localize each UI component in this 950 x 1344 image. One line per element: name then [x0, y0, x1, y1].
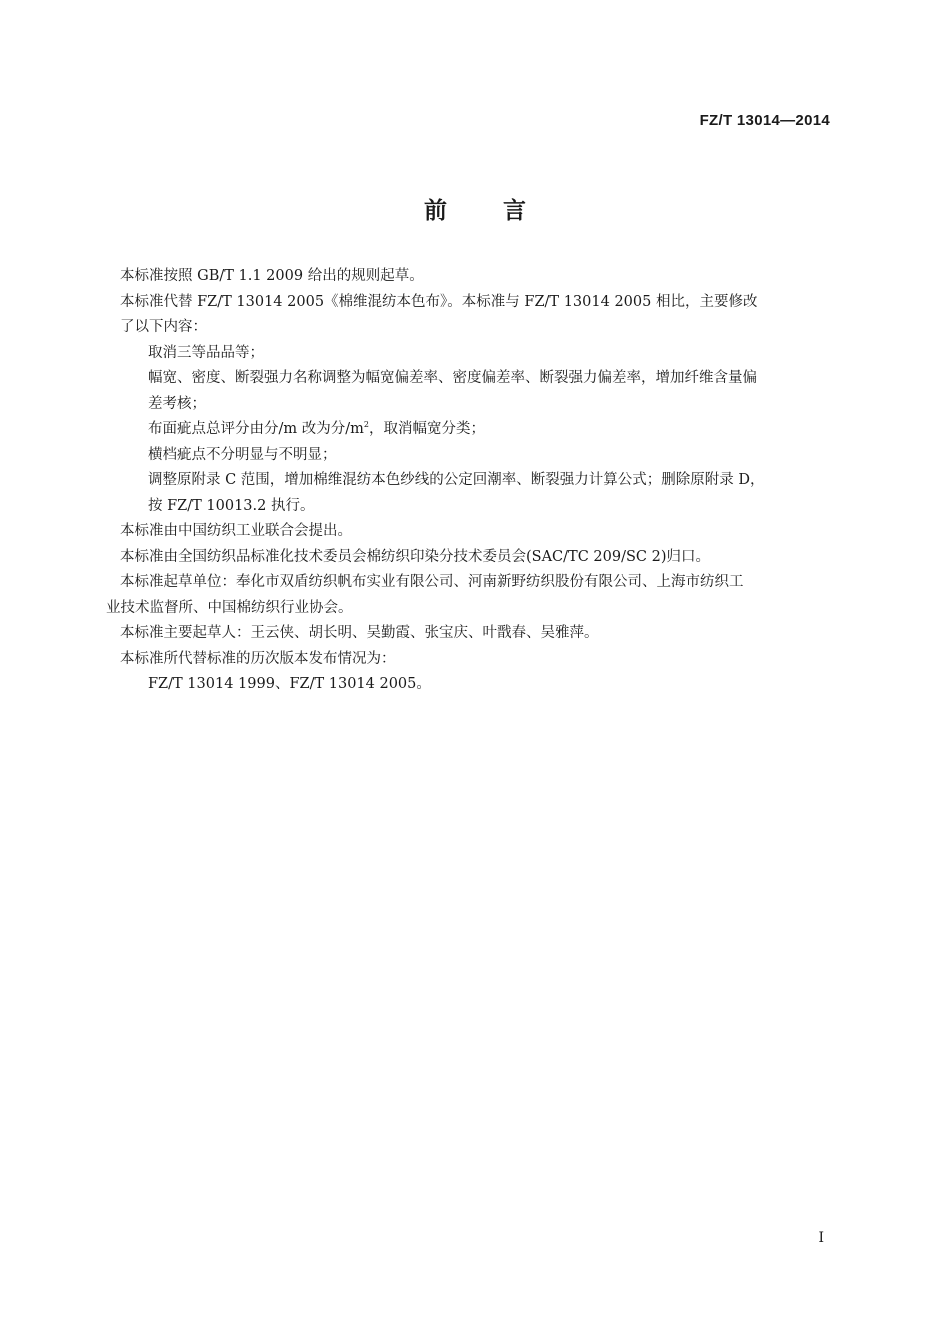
paragraph-drafting-units: 本标准起草单位：奉化市双盾纺织帆布实业有限公司、河南新野纺织股份有限公司、上海市纺织工 业技术监督所、中国棉纺织行业协会。	[106, 574, 744, 616]
page-title: 前言	[424, 198, 582, 224]
paragraph-under-jurisdiction: 本标准由全国纺织品标准化技术委员会棉纺织印染分技术委员会(SAC/TC 209/SC 2)归口。	[120, 548, 710, 565]
paragraph-proposed-by: 本标准由中国纺织工业联合会提出。	[120, 523, 352, 539]
foreword-body	[106, 264, 830, 698]
change-item-width-density: 幅宽、密度、断裂强力名称调整为幅宽偏差率、密度偏差率、断裂强力偏差率，增加纤维含量偏 差考核；	[148, 370, 757, 412]
standard-code: FZ/T 13014—2014	[699, 112, 830, 129]
paragraph-previous-versions: 本标准所代替标准的历次版本发布情况为：	[120, 650, 396, 667]
paragraph-replaces	[120, 290, 830, 341]
page-number: I	[818, 1230, 824, 1246]
change-item-grade: 取消三等品品等；	[148, 344, 264, 361]
paragraph-replaces-line2: 了以下内容：	[120, 319, 207, 335]
change-item-defect-score: 布面疵点总评分由分/m 改为分$/m^2$，取消幅宽分类；	[148, 420, 485, 437]
paragraph-drafting-rules: 本标准按照 GB/T 1.1 2009 给出的规则起草。	[120, 268, 424, 284]
change-item-annex: 调整原附录 C 范围，增加棉维混纺本色纱线的公定回潮率、断裂强力计算公式；删除原附录 D， 按 FZ/T 10013.2 执行。	[148, 472, 765, 514]
change-item-crossbar-defect: 横档疵点不分明显与不明显；	[148, 446, 337, 463]
paragraph-replaces-line1: 本标准代替 FZ/T 13014 2005《棉维混纺本色布》。本标准与 FZ/T 13014 2005 相比，主要修改	[120, 293, 758, 310]
paragraph-drafters: 本标准主要起草人：王云侠、胡长明、吴勤霞、张宝庆、叶戬春、吴雅萍。	[120, 625, 599, 641]
previous-versions-list: FZ/T 13014 1999、FZ/T 13014 2005。	[148, 676, 431, 692]
